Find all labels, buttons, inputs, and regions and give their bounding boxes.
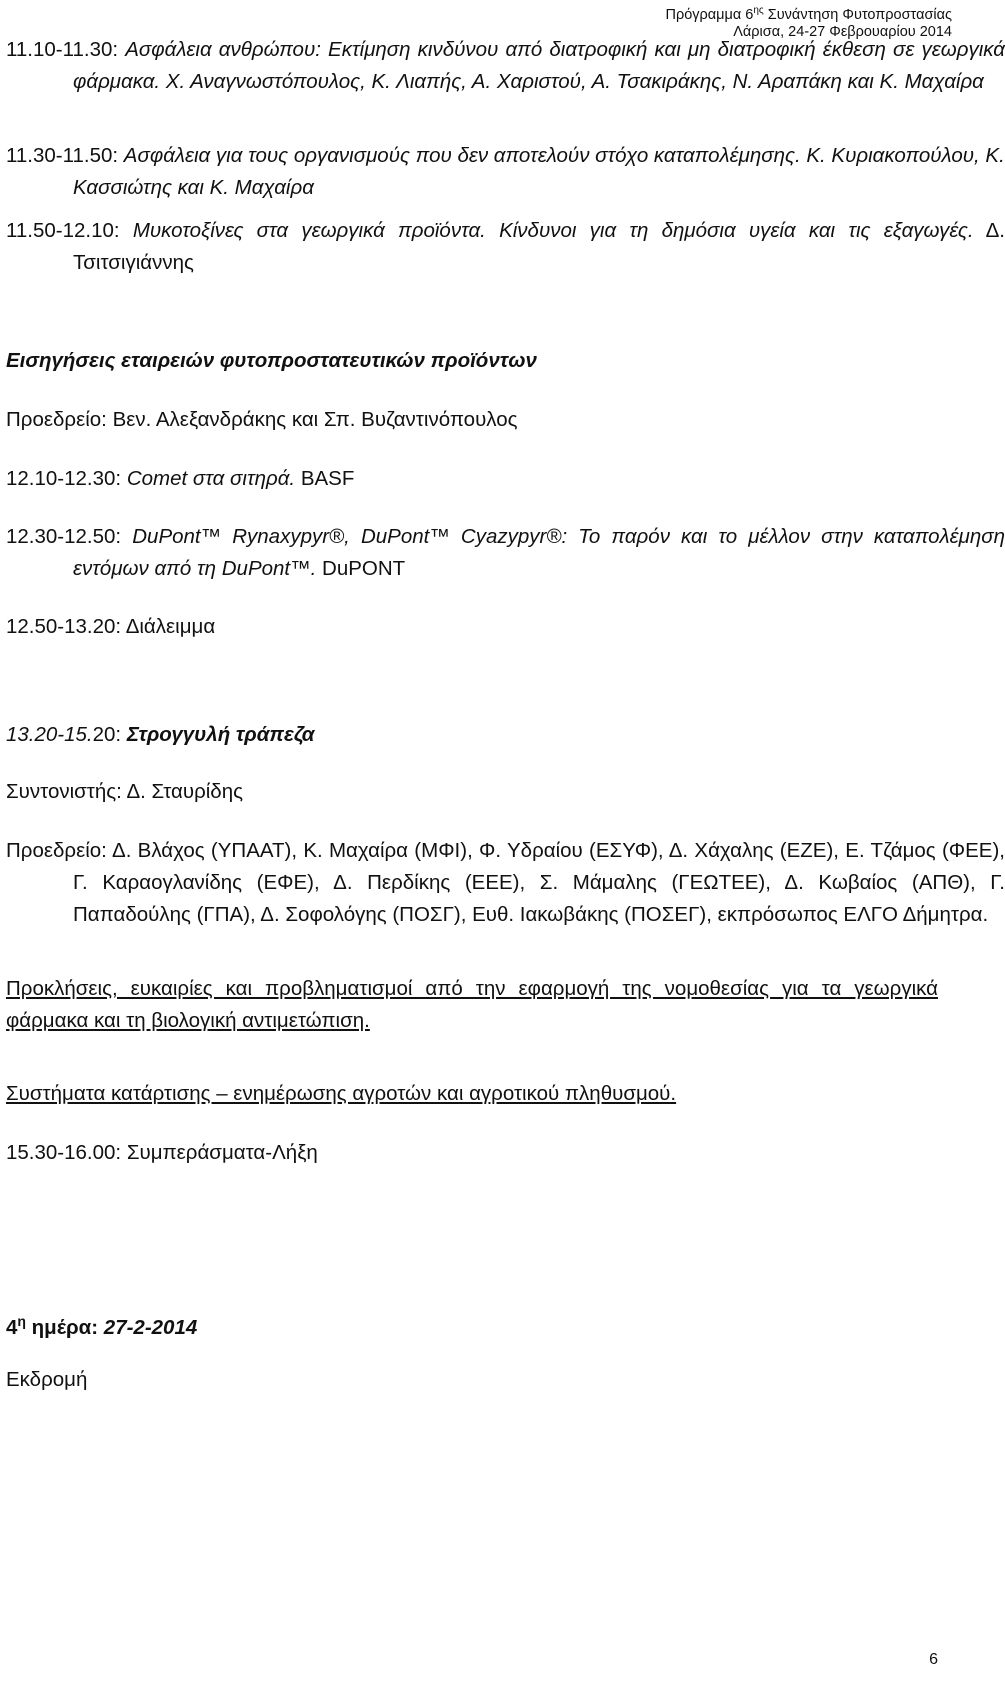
session-item-3 [6,215,1005,279]
topic-legislation: Προκλήσεις, ευκαιρίες και προβληματισμοί από την εφαρμογή της νομοθεσίας για τα γεωργικά φάρμακα και τη βιολογική αντιμετώπιση. [6,977,938,1032]
roundtable-label: Στρογγυλή τράπεζα [126,723,315,746]
break-item [6,611,938,643]
session-item-1 [6,34,1005,98]
talk-title: Comet στα σιτηρά. [126,467,296,490]
talk-title: DuPont™ Rynaxypyr®, DuPont™ Cyazypyr®: Το παρόν και το μέλλον στην καταπολέμηση εντόμων από τη DuPont™. [73,525,1005,580]
day-heading [6,1305,938,1344]
day-date: 27-2-2014 [103,1315,198,1339]
presidium-companies: Προεδρείο: Βεν. Αλεξανδράκης και Σπ. Βυζαντινόπουλος [6,408,518,431]
roundtable-time-a: 13.20-15. [6,723,93,746]
header-program-line: Πρόγραμμα $6^{\eta\varsigma}$ Συνάντηση Φυτοπροστασίας [665,5,952,23]
presidium-roundtable: Προεδρείο: Δ. Βλάχος (ΥΠΑΑΤ), Κ. Μαχαίρα (ΜΦΙ), Φ. Υδραίου (ΕΣΥΦ), Δ. Χάχαλης (ΕΖΕ), Ε. Τζάμος (ΦΕΕ), Γ. Καραογλανίδης (ΕΦΕ), Δ. Περδίκης (ΕΕΕ), Σ. Μάμαλης (ΓΕΩΤΕΕ), Δ. Κωβαίος (ΑΠΘ), Γ. Παπαδούλης (ΓΠΑ), Δ. Σοφολόγης (ΠΟΣΓ), Ευθ. Ιακωβάκης (ΠΟΣΕΓ), εκπρόσωπος ΕΛΓΟ Δήμητρα. [6,839,1005,926]
break-time: 12.50-13.20: [6,615,126,638]
session-time: 11.10-11.30: [6,38,126,61]
day-number-suffix: η [17,1313,26,1329]
session-time: 11.30-11.50: [6,144,124,167]
talk-company: DuPONT [316,557,406,580]
excursion: Εκδρομή [6,1368,88,1391]
talk-comet [6,463,938,495]
session-text: Ασφάλεια ανθρώπου: Εκτίμηση κινδύνου από διατροφική και μη διατροφική έκθεση σε γεωργικά φάρμακα. Χ. Αναγνωστόπουλος, Κ. Λιαπής, Α. Χαριστού, Α. Τσακιράκης, Ν. Αραπάκη και Κ. Μαχαίρα [73,38,1005,93]
session-time: 11.50-12.10: [6,219,133,242]
roundtable-time-b: 20: [92,723,127,746]
day-number: 4 [6,1315,18,1339]
day-label: ημέρα: [25,1315,104,1339]
talk-dupont [6,521,1005,585]
talk-time: 12.30-12.50: [6,525,133,548]
header-location-date: Λάρισα, 24-27 Φεβρουαρίου 2014 [733,23,952,40]
session-item-2 [6,140,1005,204]
section-title: Εισηγήσεις εταιρειών φυτοπροστατευτικών προϊόντων [6,349,537,372]
session-text: Ασφάλεια για τους οργανισμούς που δεν αποτελούν στόχο καταπολέμησης. Κ. Κυριακοπούλου, Κ. Κασσιώτης και Κ. Μαχαίρα [73,144,1005,199]
closing-item: 15.30-16.00: Συμπεράσματα-Λήξη [6,1141,318,1164]
session-author: Δ. Τσιτσιγιάννης [73,219,1005,274]
page-number: 6 [929,1651,938,1668]
session-text: Μυκοτοξίνες στα γεωργικά προϊόντα. Κίνδυνοι για τη δημόσια υγεία και τις εξαγωγές. [132,219,974,242]
topic-training: Συστήματα κατάρτισης – ενημέρωσης αγροτών και αγροτικού πληθυσμού. [6,1082,677,1105]
roundtable-item [6,719,938,751]
break-label: Διάλειμμα [125,615,216,638]
talk-time: 12.10-12.30: [6,467,127,490]
talk-company: BASF [295,467,355,490]
coordinator: Συντονιστής: Δ. Σταυρίδης [6,780,243,803]
